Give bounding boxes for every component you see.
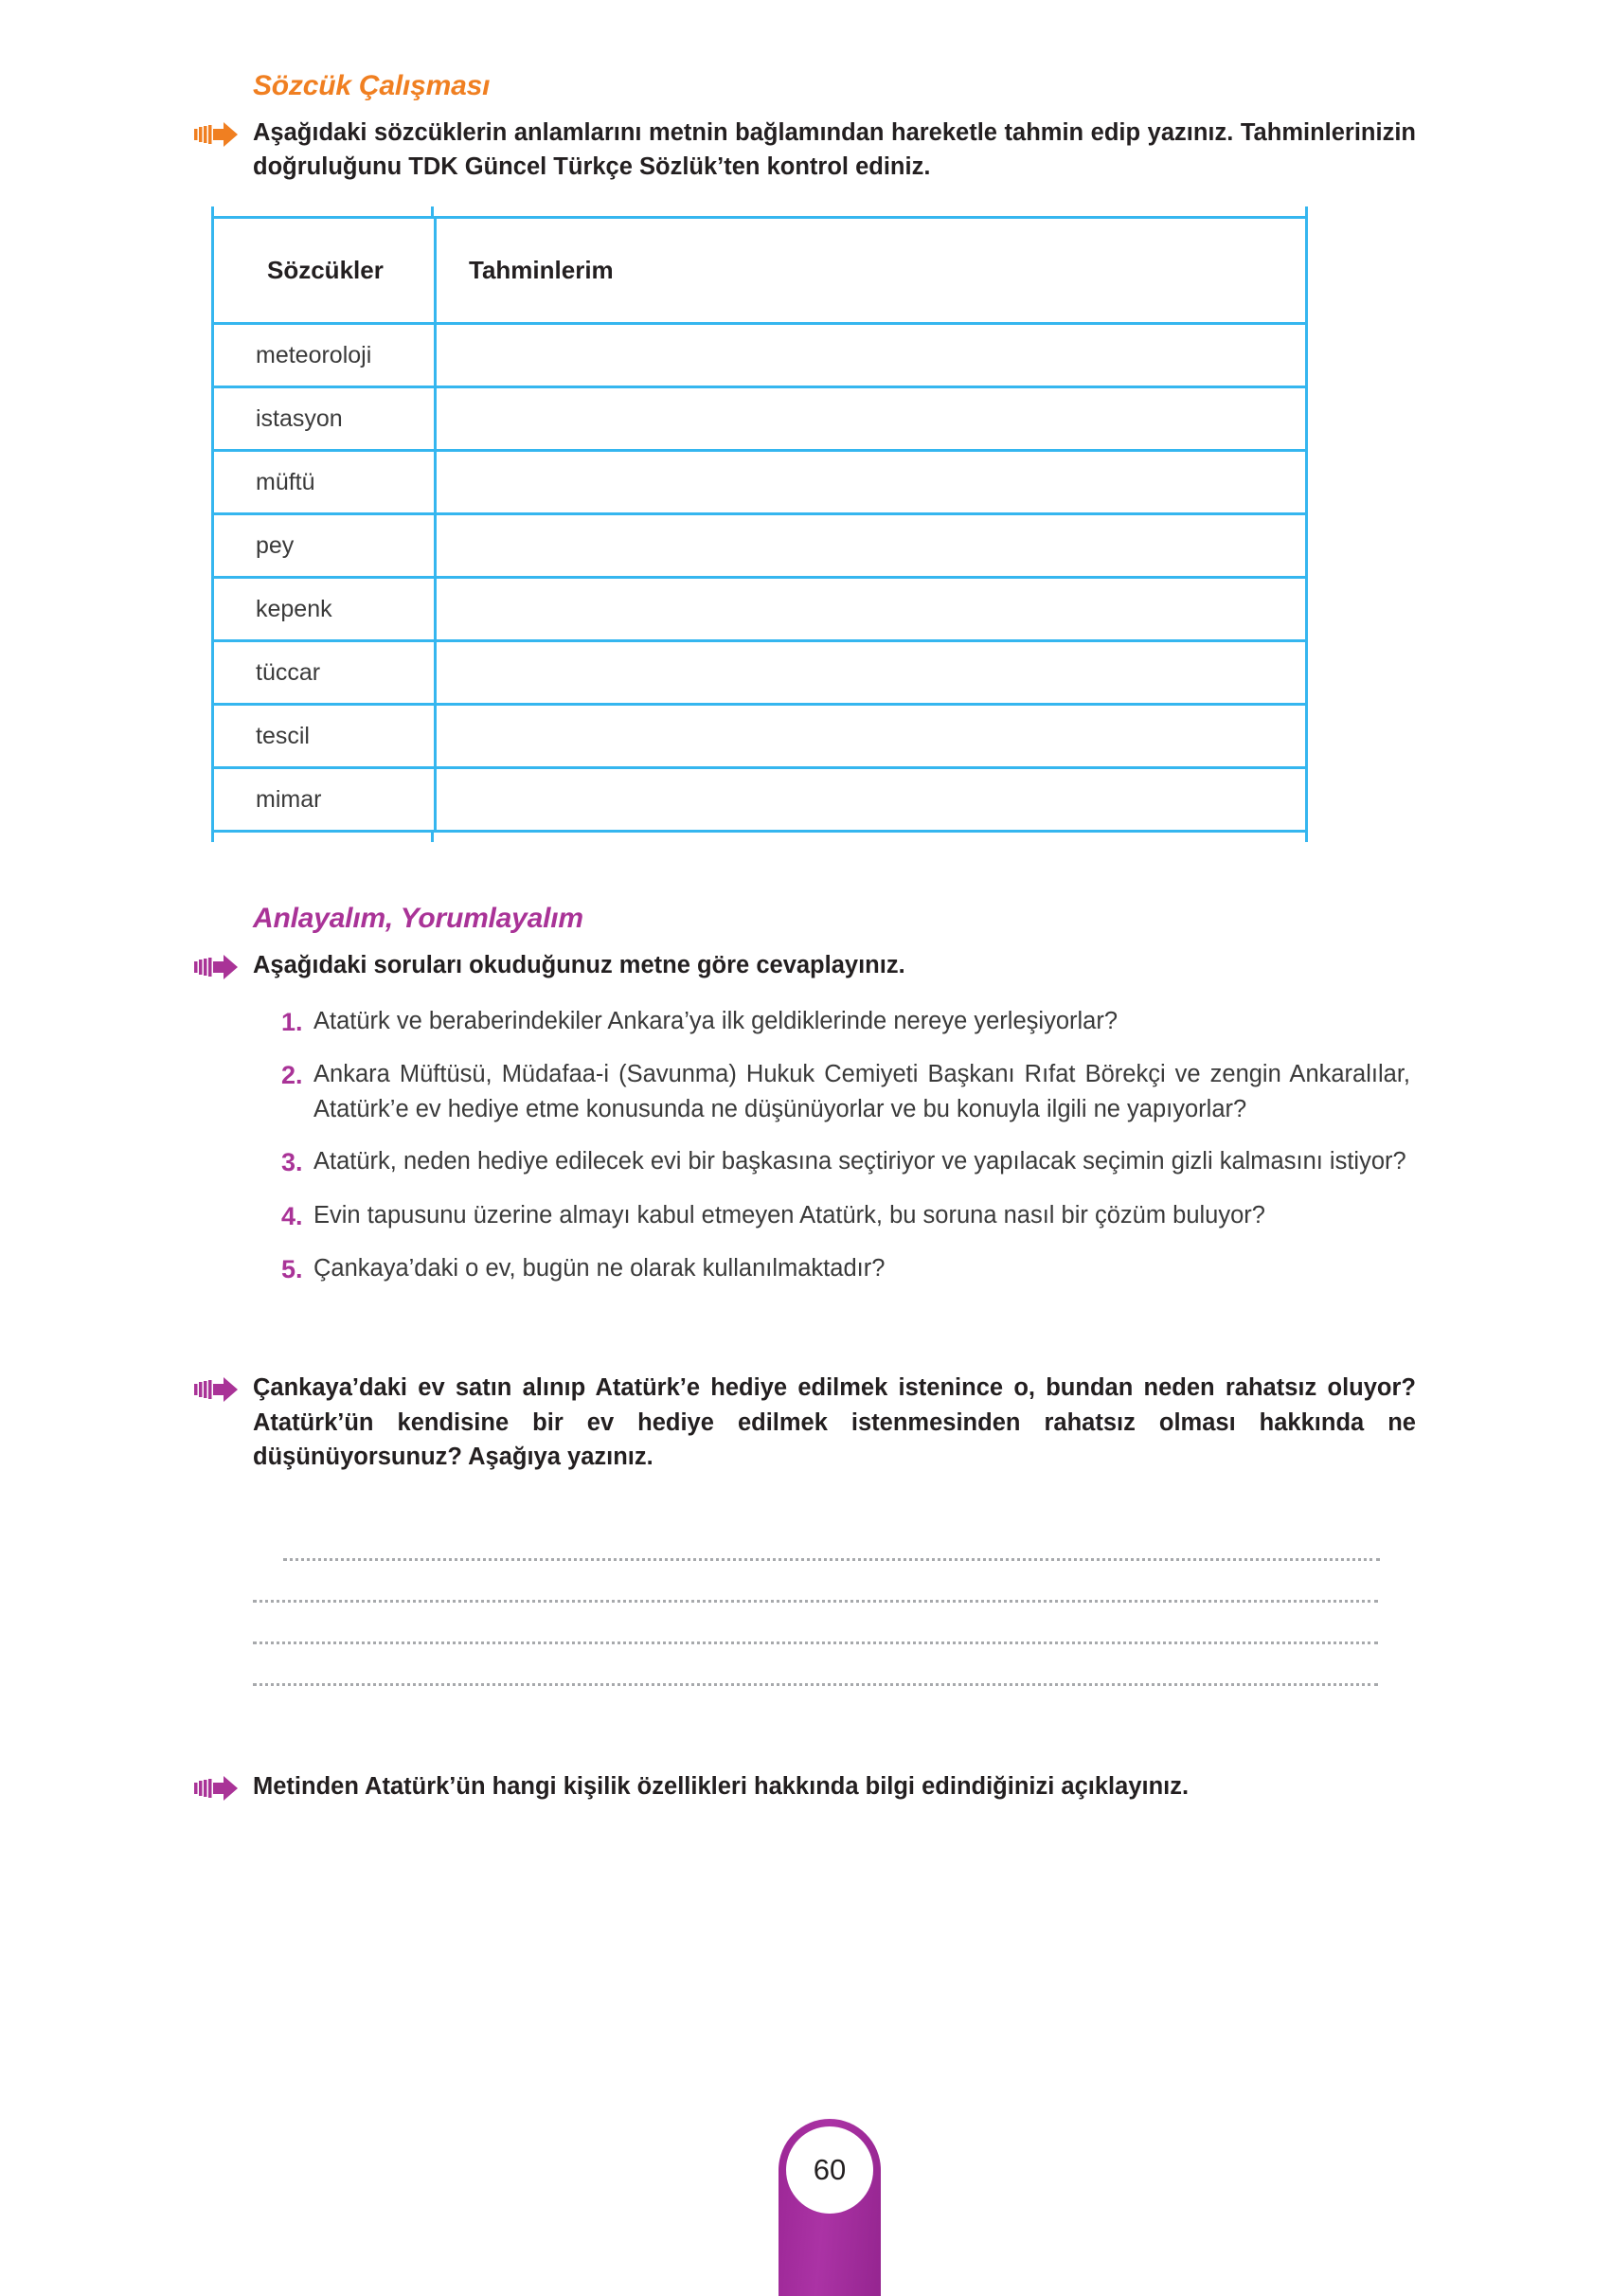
closing-prompt-text: Metinden Atatürk’ün hangi kişilik özellikleri hakkında bilgi edindiğinizi açıklayınız. — [253, 1772, 1190, 1800]
closing-prompt-row — [194, 1769, 1416, 1803]
word-cell: meteoroloji — [213, 324, 436, 387]
table-header-words: Sözcükler — [213, 218, 436, 324]
question-item — [281, 1004, 1416, 1040]
answer-line[interactable] — [283, 1519, 1380, 1561]
question-item — [281, 1057, 1416, 1127]
word-cell: müftü — [213, 451, 436, 514]
question-number: 4. — [281, 1201, 303, 1230]
word-cell: tescil — [213, 705, 436, 768]
reflection-prompt-row — [194, 1371, 1416, 1474]
question-text: Çankaya’daki o ev, bugün ne olarak kullanılmaktadır? — [313, 1255, 886, 1283]
page-number-tab — [779, 2119, 881, 2296]
question-number: 3. — [281, 1148, 303, 1177]
table-tick — [1305, 206, 1308, 218]
word-cell: pey — [213, 514, 436, 578]
question-list — [281, 1004, 1416, 1288]
page-number: 60 — [786, 2126, 873, 2214]
arrow-right-icon — [194, 122, 238, 147]
question-text: Atatürk, neden hediye edilecek evi bir başkasına seçtiriyor ve yapılacak seçimin gizli kalmasını istiyor? — [313, 1148, 1406, 1175]
table-header-guesses: Tahminlerim — [436, 218, 1307, 324]
table-tick — [431, 206, 434, 218]
guess-cell[interactable] — [436, 578, 1307, 641]
table-header-row — [213, 218, 1307, 324]
question-number: 2. — [281, 1060, 303, 1089]
comprehension-instruction-text: Aşağıdaki soruları okuduğunuz metne göre cevaplayınız. — [253, 952, 905, 979]
table-row — [213, 578, 1307, 641]
answer-line[interactable] — [253, 1644, 1378, 1686]
table-tick — [211, 831, 214, 842]
answer-lines — [253, 1519, 1416, 1686]
table-row — [213, 324, 1307, 387]
guess-cell[interactable] — [436, 641, 1307, 705]
guess-cell[interactable] — [436, 451, 1307, 514]
question-text: Ankara Müftüsü, Müdafaa-i (Savunma) Hukuk Cemiyeti Başkanı Rıfat Börekçi ve zengin Ankaralılar, Atatürk’e ev hediye etme konusunda ne düşünüyorlar ve bu konuyla ilgili ne yapıyorlar? — [313, 1060, 1410, 1123]
table-row — [213, 451, 1307, 514]
table-row — [213, 514, 1307, 578]
vocabulary-table-wrapper — [211, 216, 1308, 833]
question-text: Evin tapusunu üzerine almayı kabul etmeyen Atatürk, bu soruna nasıl bir çözüm buluyor? — [313, 1201, 1265, 1229]
vocabulary-section-heading: Sözcük Çalışması — [253, 70, 491, 101]
question-item — [281, 1198, 1416, 1234]
table-tick — [1305, 831, 1308, 842]
guess-cell[interactable] — [436, 705, 1307, 768]
guess-cell[interactable] — [436, 514, 1307, 578]
word-cell: tüccar — [213, 641, 436, 705]
answer-line[interactable] — [253, 1561, 1378, 1603]
word-cell: mimar — [213, 768, 436, 832]
question-item — [281, 1144, 1416, 1180]
table-row — [213, 705, 1307, 768]
comprehension-section-heading: Anlayalım, Yorumlayalım — [253, 903, 583, 935]
arrow-right-icon — [194, 1377, 238, 1402]
table-tick — [211, 206, 214, 218]
guess-cell[interactable] — [436, 768, 1307, 832]
table-row — [213, 387, 1307, 451]
table-row — [213, 768, 1307, 832]
arrow-right-icon — [194, 955, 238, 979]
answer-line[interactable] — [253, 1603, 1378, 1644]
comprehension-instruction-row — [194, 948, 1416, 982]
word-cell: kepenk — [213, 578, 436, 641]
guess-cell[interactable] — [436, 387, 1307, 451]
question-text: Atatürk ve beraberindekiler Ankara’ya ilk geldiklerinde nereye yerleşiyorlar? — [313, 1007, 1119, 1034]
word-cell: istasyon — [213, 387, 436, 451]
table-tick — [431, 831, 434, 842]
table-row — [213, 641, 1307, 705]
vocabulary-instruction-text: Aşağıdaki sözcüklerin anlamlarını metnin bağlamından hareketle tahmin edip yazınız. Tahminlerinizin doğruluğunu TDK Güncel Türkçe Sözlük’ten kontrol ediniz. — [253, 119, 1416, 181]
guess-cell[interactable] — [436, 324, 1307, 387]
question-number: 1. — [281, 1007, 303, 1036]
vocabulary-table — [211, 216, 1308, 833]
arrow-right-icon — [194, 1776, 238, 1801]
reflection-prompt-text: Çankaya’daki ev satın alınıp Atatürk’e hediye edilmek istenince o, bundan neden rahatsız oluyor? Atatürk’ün kendisine bir ev hediye edilmek istenmesinden rahatsız olması hakkında ne düşünüyorsunuz? Aşağıya yazınız. — [253, 1374, 1416, 1470]
vocabulary-instruction-row — [194, 116, 1416, 184]
question-number: 5. — [281, 1255, 303, 1284]
question-item — [281, 1251, 1416, 1287]
page-content — [194, 0, 1416, 1803]
